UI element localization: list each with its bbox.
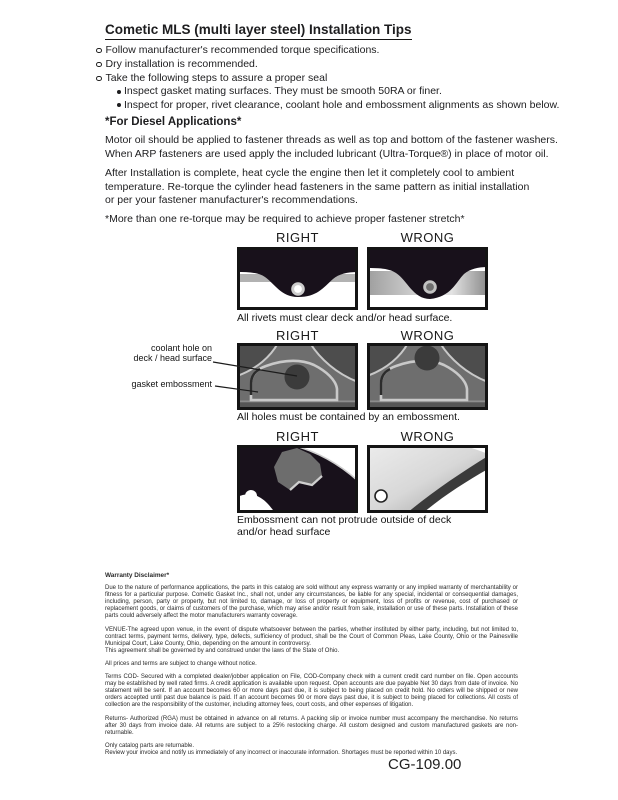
sub-bullet-text: Inspect for proper, rivet clearance, coolant hole and embossment alignments as shown below. <box>124 98 560 111</box>
callout-line: coolant hole on <box>150 343 212 353</box>
bolt-hole-icon <box>375 490 387 502</box>
venue-paragraph: VENUE-The agreed upon venue, in the event of dispute whatsoever between the parties, whether instituted by either party, including, but not limited to, contract terms, payment terms, delivery, type, defects, sufficiency of product, shall be the Court of Common Pleas, Lake County, Ohio or the Painesville Municipal Court, Lake County, Ohio, depending on the amount in controversy. <box>105 626 518 647</box>
diesel-section-heading: *For Diesel Applications* <box>105 116 242 128</box>
review-invoice-line: Review your invoice and notify us immediately of any incorrect or inaccurate information. Shortages must be reported within 10 days. <box>105 749 458 756</box>
row1-caption: All rivets must clear deck and/or head surface. <box>237 312 453 324</box>
governing-law-line: This agreement shall be governed by and construed under the laws of the State of Ohio. <box>105 647 340 654</box>
diesel-paragraph-1 <box>105 134 558 161</box>
diagram-row1-wrong-panel <box>367 247 488 310</box>
paragraph-line: temperature. Re-torque the cylinder head fasteners in the same pattern as initial installation <box>105 180 530 193</box>
solid-bullet-icon <box>117 103 121 107</box>
terms-paragraph: Terms COD- Secured with a completed dealer/jobber application on File, COD-Company check with a current credit card number on file. Open accounts may be established by well rated firms. A credit application is available upon request. Open accounts are due payable Net 30 days from date of invoice. No statement will be sent. If an account becomes 60 or more days past due, it is subject to being placed on credit hold. No orders will be shipped or new orders accepted until past due balance is paid. If an account becomes 90 or more days past due, it is subject to being placed for collections. All costs of collection are the responsibility of the customer, including attorney fees, court costs, and other expenses of litigation. <box>105 674 518 709</box>
coolant-hole-icon <box>285 365 310 390</box>
bullet-text: Dry installation is recommended. <box>105 58 258 70</box>
bullet-text: Take the following steps to assure a proper seal <box>105 72 328 84</box>
retorque-note: *More than one re-torque may be required to achieve proper fastener stretch* <box>105 213 465 225</box>
callout-line: deck / head surface <box>133 353 212 363</box>
caption-line: and/or head surface <box>237 525 331 538</box>
right-label-row3: RIGHT <box>276 429 319 444</box>
diagram-row1-right-panel <box>237 247 358 310</box>
paragraph-line: When ARP fasteners are used apply the included lubricant (Ultra-Torque®) in place of motor oil. <box>105 147 549 160</box>
sub-bullet-item <box>117 99 559 113</box>
warranty-paragraph: Due to the nature of performance applications, the parts in this catalog are sold without any express warranty or any implied warranty of merchantability or fitness for a particular purpose. Cometic Gasket Inc., shall not, under any circumstances, be liable for any special, incidental or consequential damages, including, person, party or property, but not limited to, damage, or loss of property or equipment, loss of profits or revenue, cost of purchased or replacement goods, or claims of customers of the purchase, which may arise and/or result from sale, installation or use of these parts. Installation of these parts could adversely affect the motor manufacturers warranty coverage. <box>105 585 518 620</box>
open-bullet-icon <box>96 48 102 54</box>
caption-line: Embossment can not protrude outside of deck <box>237 514 452 526</box>
paragraph-line: After Installation is complete, heat cycle the engine then let it completely cool to ambient <box>105 167 515 179</box>
open-bullet-icon <box>96 76 102 82</box>
right-label-row1: RIGHT <box>276 230 319 245</box>
wrong-label-row2: WRONG <box>400 328 455 343</box>
coolant-hole-callout <box>100 343 212 363</box>
catalog-parts-line: Only catalog parts are returnable. <box>105 742 195 749</box>
right-label-row2: RIGHT <box>276 328 319 343</box>
returns-paragraph: Returns- Authorized (RGA) must be obtained in advance on all returns. A packing slip or invoice number must accompany the merchandise. No returns after 30 days from invoice date. All returns are subject to a 25% restocking charge. All custom designed and custom manufactured gaskets are non-returnable. <box>105 715 518 736</box>
diesel-paragraph-2 <box>105 167 529 208</box>
bullet-item <box>96 57 379 71</box>
solid-bullet-icon <box>117 90 121 94</box>
wrong-label-row1: WRONG <box>400 230 455 245</box>
bolt-hole-icon <box>245 490 257 502</box>
tips-sub-bullet-list <box>117 85 559 112</box>
bullet-item <box>96 71 379 85</box>
paragraph-line: Motor oil should be applied to fastener threads as well as top and bottom of the fastener washers. <box>105 134 558 146</box>
coolant-hole-icon <box>415 346 440 371</box>
diagram-row2-right-panel <box>237 343 358 410</box>
row3-caption <box>237 515 451 538</box>
gasket-embossment-callout: gasket embossment <box>131 379 212 389</box>
diagram-row3-wrong-panel <box>367 445 488 513</box>
warranty-disclaimer-title: Warranty Disclaimer* <box>105 572 170 579</box>
sub-bullet-item <box>117 85 559 99</box>
tips-bullet-list <box>96 43 379 85</box>
diagram-row3-right-panel <box>237 445 358 513</box>
row2-caption: All holes must be contained by an embossment. <box>237 411 460 423</box>
paragraph-line: or per your fastener manufacturer's recommendations. <box>105 194 358 206</box>
diagram-row2-wrong-panel <box>367 343 488 410</box>
prices-line: All prices and terms are subject to change without notice. <box>105 660 257 667</box>
wrong-label-row3: WRONG <box>400 429 455 444</box>
page-title: Cometic MLS (multi layer steel) Installation Tips <box>105 22 412 40</box>
legal-footer <box>105 572 518 763</box>
page-number: CG-109.00 <box>388 756 462 773</box>
bullet-item <box>96 43 379 57</box>
open-bullet-icon <box>96 62 102 68</box>
bullet-text: Follow manufacturer's recommended torque specifications. <box>105 44 380 56</box>
sub-bullet-text: Inspect gasket mating surfaces. They must be smooth 50RA or finer. <box>124 85 442 97</box>
